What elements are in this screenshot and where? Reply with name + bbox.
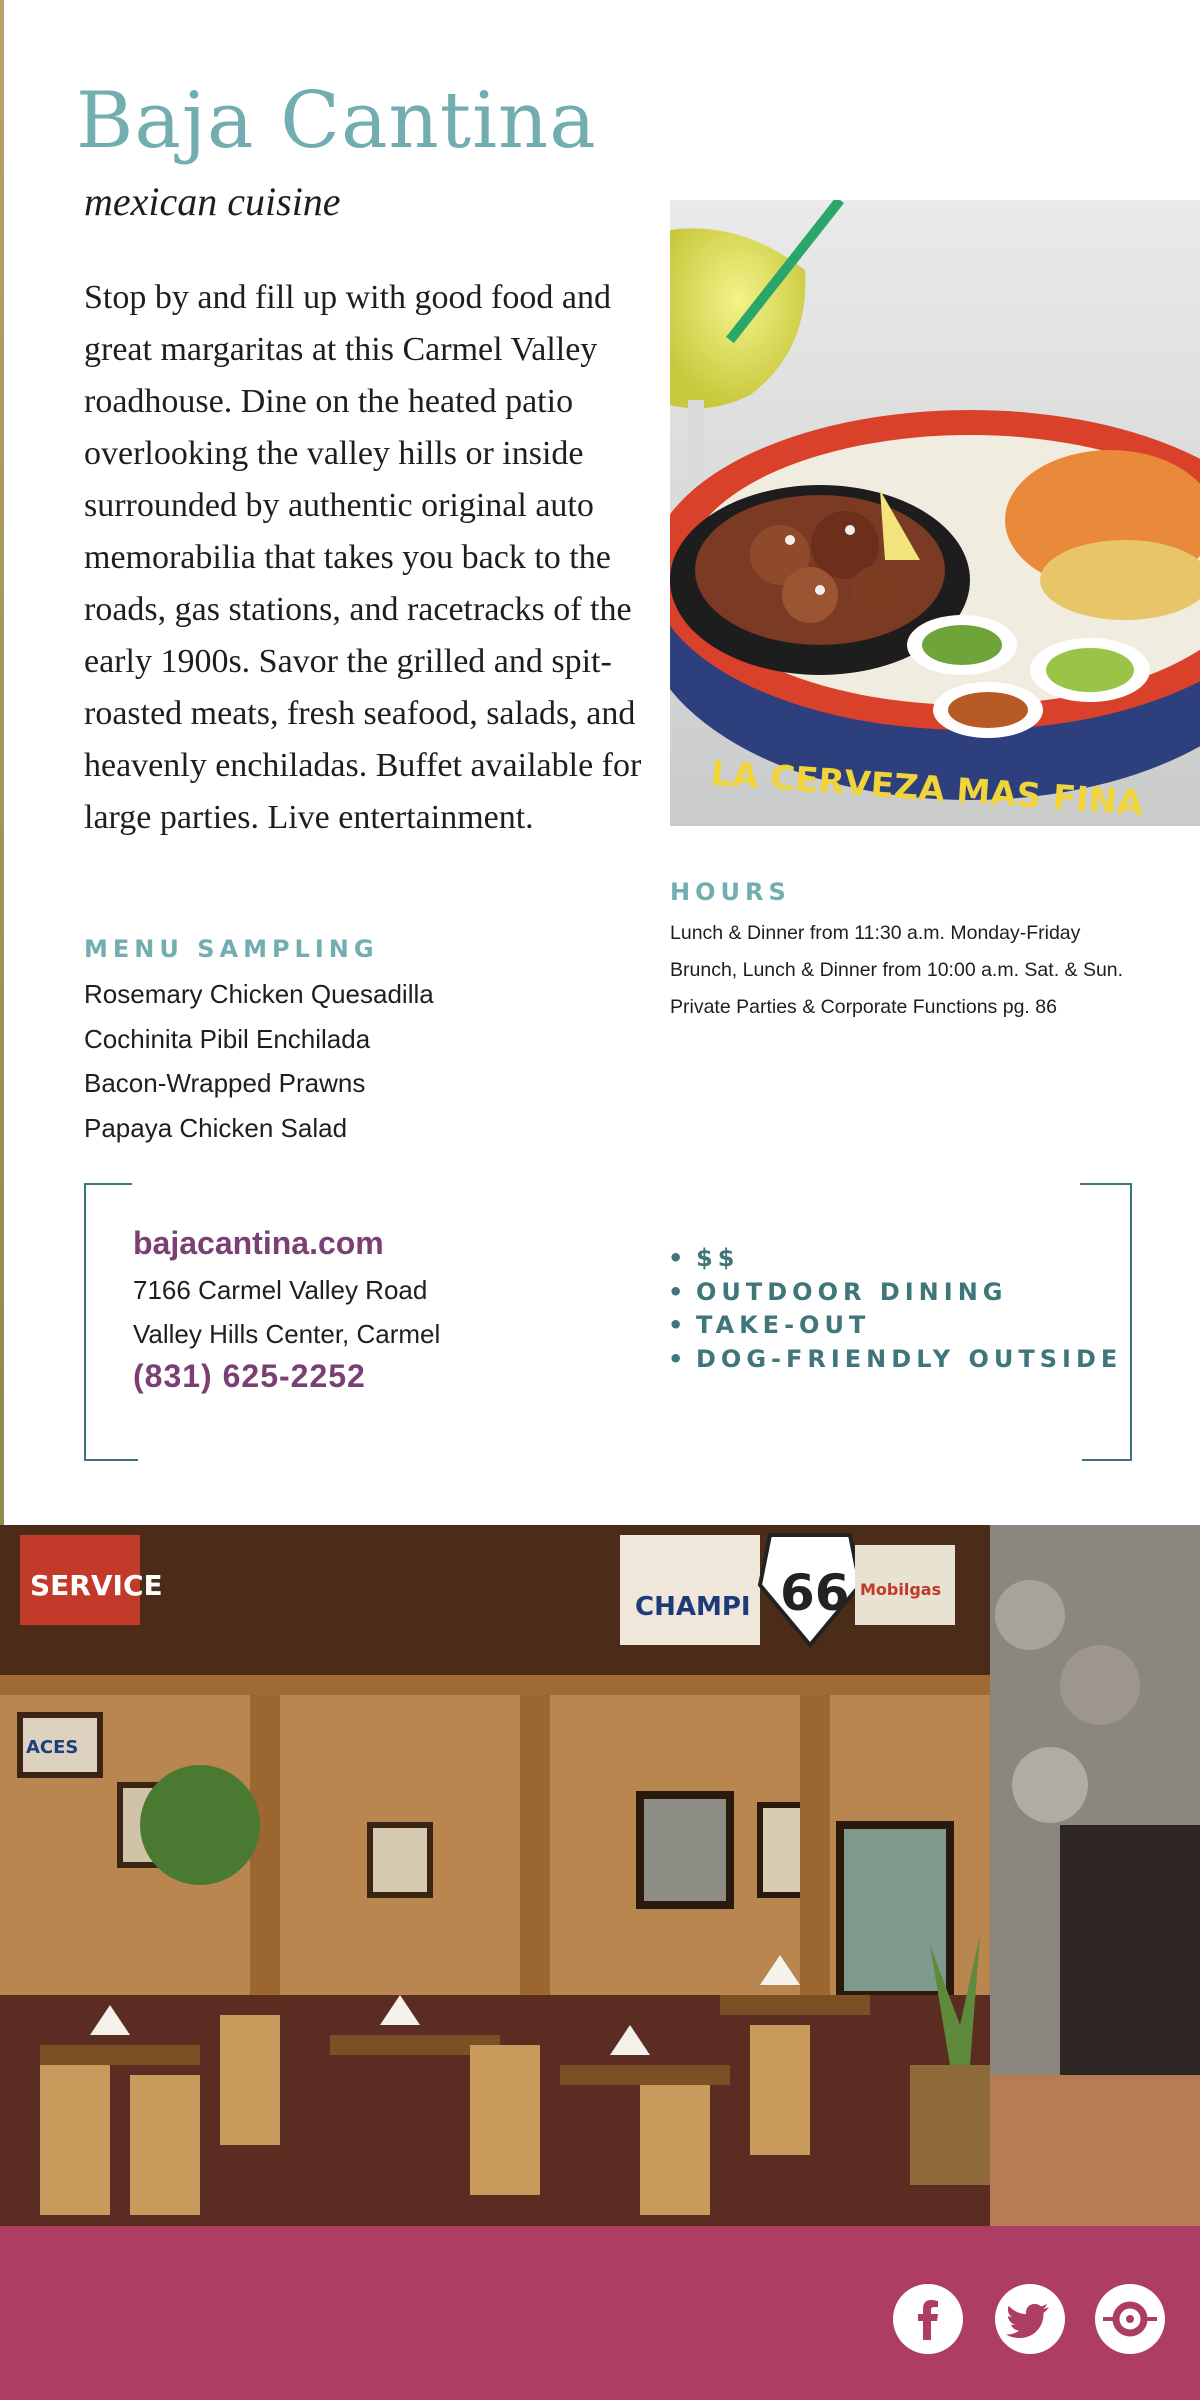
restaurant-name: Baja Cantina	[76, 76, 597, 166]
menu-item: Bacon-Wrapped Prawns	[84, 1068, 366, 1098]
bullet: •	[668, 1344, 684, 1373]
description-paragraph: Stop by and fill up with good food and great margaritas at this Carmel Valley roadhouse. Dine on the heated patio overlooking the valley hills or inside surrounded by authentic original auto memorabilia that takes you back to the roads, gas stations, and racetracks of the early 1900s. Savor the grilled and spit-roasted meats, fresh seafood, salads, and heavenly enchiladas. Buffet available for large parties. Live entertainment.	[84, 279, 642, 836]
twitter-icon	[995, 2284, 1065, 2354]
hours-line: Lunch & Dinner from 11:30 a.m. Monday-Friday	[670, 922, 1081, 944]
info-bracket-left-foot	[84, 1459, 138, 1461]
service-sign-text: SERVICE	[30, 1569, 163, 1602]
feature-item	[668, 1276, 1122, 1310]
menu-item: Papaya Chicken Salad	[84, 1112, 348, 1143]
restaurant-interior-photo	[0, 1525, 1200, 2226]
champion-sign-text: CHAMPI	[635, 1592, 751, 1622]
hours-list	[670, 915, 1123, 1026]
feature-label: $$	[696, 1244, 740, 1272]
bullet: •	[668, 1311, 684, 1339]
menu-sampling-heading: MENU SAMPLING	[84, 935, 379, 963]
aces-sign-text: ACES	[26, 1737, 79, 1758]
feature-item	[668, 1242, 1122, 1276]
phone-number[interactable]: (831) 625-2252	[133, 1358, 366, 1394]
instagram-icon	[1095, 2284, 1165, 2354]
food-platter-illustration	[670, 200, 1200, 826]
bullet: •	[668, 1277, 684, 1306]
facebook-button[interactable]	[893, 2284, 963, 2354]
feature-label: OUTDOOR DINING	[696, 1277, 1008, 1306]
instagram-button[interactable]	[1095, 2284, 1165, 2354]
feature-label: TAKE-OUT	[696, 1311, 871, 1339]
address-city: Valley Hills Center, Carmel	[133, 1319, 441, 1349]
info-bracket-left	[84, 1183, 132, 1461]
mobilgas-sign-text: Mobilgas	[860, 1580, 942, 1599]
platter-rim-text: LA CERVEZA MAS FINA	[709, 753, 1145, 824]
twitter-button[interactable]	[995, 2284, 1065, 2354]
feature-label: DOG-FRIENDLY OUTSIDE	[696, 1344, 1123, 1373]
website-link[interactable]: bajacantina.com	[133, 1225, 384, 1261]
hours-line: Private Parties & Corporate Functions pg. 86	[670, 996, 1057, 1018]
address-street: 7166 Carmel Valley Road	[133, 1275, 428, 1305]
hours-line: Brunch, Lunch & Dinner from 10:00 a.m. Sat. & Sun.	[670, 959, 1124, 981]
menu-list	[84, 972, 434, 1150]
menu-item: Rosemary Chicken Quesadilla	[84, 979, 434, 1009]
cuisine-subtitle: mexican cuisine	[84, 179, 341, 224]
hours-heading: HOURS	[670, 878, 791, 906]
route-66-sign-text: 66	[780, 1564, 850, 1622]
feature-item	[668, 1309, 1122, 1343]
facebook-icon	[893, 2284, 963, 2354]
left-edge-rule	[0, 0, 4, 1525]
bullet: •	[668, 1244, 684, 1272]
interior-illustration	[0, 1525, 1200, 2226]
menu-item: Cochinita Pibil Enchilada	[84, 1023, 371, 1054]
info-bracket-right-foot	[1082, 1459, 1132, 1461]
food-platter-photo	[670, 200, 1200, 826]
feature-item	[668, 1343, 1122, 1377]
features-list	[668, 1242, 1122, 1376]
